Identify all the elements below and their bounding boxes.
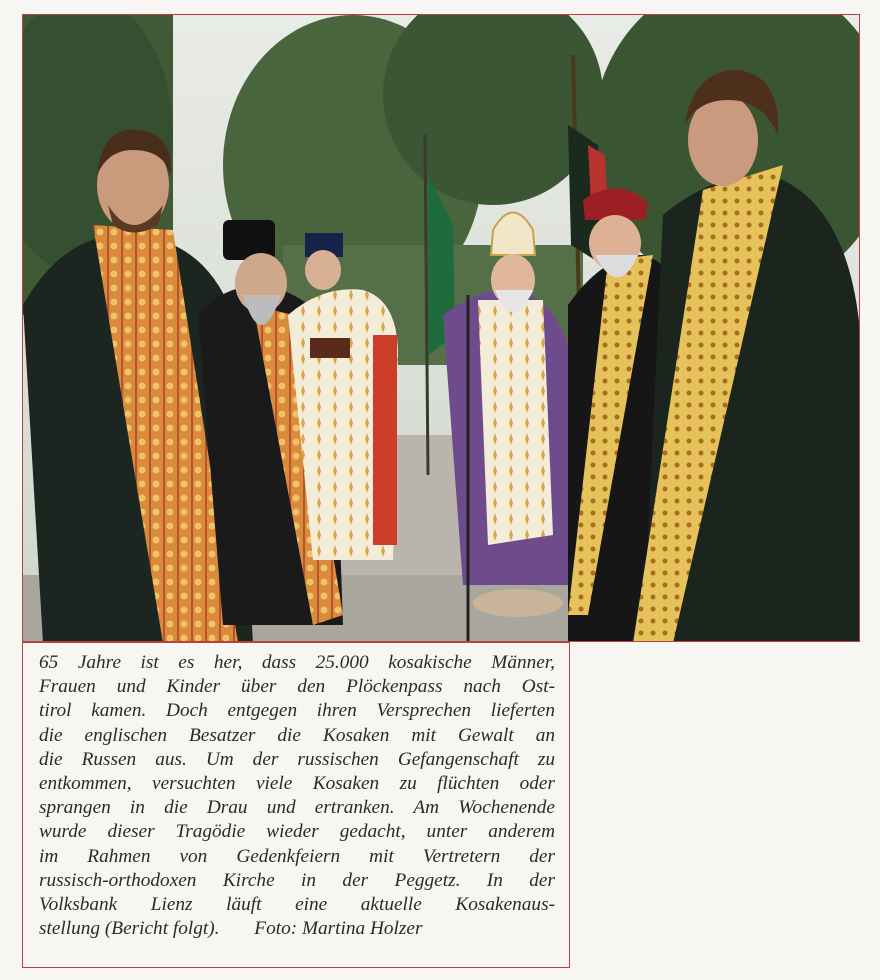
caption-line: wurde dieser Tragödie wieder gedacht, unter anderem [39,821,555,843]
caption-line: Volksbank Lienz läuft eine aktuelle Kosakenaus- [39,894,555,916]
caption-line: tirol kamen. Doch entgegen ihren Versprechen lieferten [39,700,555,722]
caption-final-sentence: stellung (Bericht folgt). [39,918,220,940]
caption-line: im Rahmen von Gedenkfeiern mit Vertretern der [39,845,555,867]
caption-last-line [39,917,555,941]
caption-line: entkommen, versuchten viele Kosaken zu flüchten oder [39,773,555,795]
photo-caption-box [22,642,570,968]
caption-line: 65 Jahre ist es her, dass 25.000 kosakische Männer, [39,652,555,673]
caption-line: Frauen und Kinder über den Plöckenpass nach Ost- [39,676,555,698]
photo-caption [39,651,555,941]
caption-line: die englischen Besatzer die Kosaken mit Gewalt an [39,724,555,746]
caption-line: sprangen in die Drau und ertranken. Am Wochenende [39,797,555,819]
caption-line: russisch-orthodoxen Kirche in der Peggetz. In der [39,869,555,891]
photo-credit: Foto: Martina Holzer [254,918,423,940]
ceremony-photo-illustration [23,15,860,642]
caption-line: die Russen aus. Um der russischen Gefangenschaft zu [39,748,555,770]
news-photo [22,14,860,642]
